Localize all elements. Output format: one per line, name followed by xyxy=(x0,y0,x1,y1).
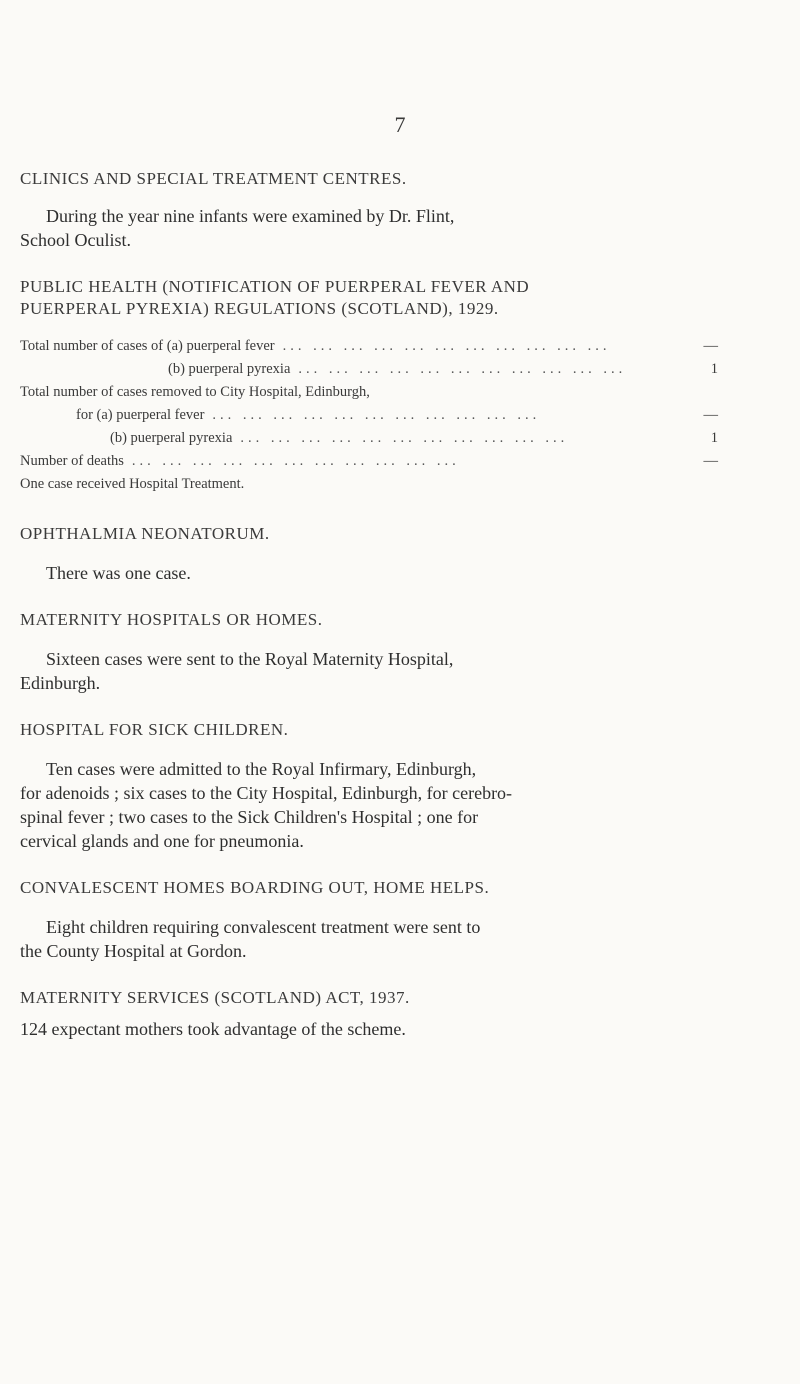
sick-children-body-line1: Ten cases were admitted to the Royal Infirmary, Edinburgh, xyxy=(46,759,477,779)
row-label: for (a) puerperal fever xyxy=(76,407,205,423)
table-row xyxy=(20,407,720,430)
table-row xyxy=(20,338,720,361)
clinics-body-line2: School Oculist. xyxy=(20,230,131,250)
convalescent-body-line1: Eight children requiring convalescent treatment were sent to xyxy=(46,917,481,937)
table-row xyxy=(20,361,720,384)
notification-table xyxy=(20,338,720,499)
row-label: (b) puerperal pyrexia xyxy=(110,430,233,446)
convalescent-heading: CONVALESCENT HOMES BOARDING OUT, HOME HELPS. xyxy=(20,878,490,897)
row-value: — xyxy=(703,407,718,423)
sick-children-body-line4: cervical glands and one for pneumonia. xyxy=(20,831,304,851)
table-row xyxy=(20,453,720,476)
table-row xyxy=(20,384,720,407)
row-value: — xyxy=(703,338,718,354)
row-value: 1 xyxy=(710,430,718,446)
row-value: — xyxy=(703,453,718,469)
table-row xyxy=(20,476,720,499)
maternity-services-heading: MATERNITY SERVICES (SCOTLAND) ACT, 1937. xyxy=(20,988,410,1007)
maternity-hospitals-body-line2: Edinburgh. xyxy=(20,673,101,693)
row-value: 1 xyxy=(710,361,718,377)
ophthalmia-heading: OPHTHALMIA NEONATORUM. xyxy=(20,524,270,543)
row-label: Number of deaths xyxy=(20,453,124,469)
row-label: Total number of cases of (a) puerperal fever xyxy=(20,338,275,354)
sick-children-body-line3: spinal fever ; two cases to the Sick Children's Hospital ; one for xyxy=(20,807,479,827)
public-health-heading-line2: PUERPERAL PYREXIA) REGULATIONS (SCOTLAND), 1929. xyxy=(20,299,499,318)
maternity-services-body: 124 expectant mothers took advantage of the scheme. xyxy=(20,1019,406,1039)
clinics-heading: CLINICS AND SPECIAL TREATMENT CENTRES. xyxy=(20,169,407,188)
clinics-body-line1: During the year nine infants were examined by Dr. Flint, xyxy=(46,206,455,226)
row-label: Total number of cases removed to City Hospital, Edinburgh, xyxy=(20,384,370,400)
page-content xyxy=(20,168,720,1041)
convalescent-body-line2: the County Hospital at Gordon. xyxy=(20,941,247,961)
row-label: (b) puerperal pyrexia xyxy=(168,361,291,377)
page-number: 7 xyxy=(394,112,406,137)
sick-children-heading: HOSPITAL FOR SICK CHILDREN. xyxy=(20,720,289,739)
row-label: One case received Hospital Treatment. xyxy=(20,476,245,492)
table-row xyxy=(20,430,720,453)
maternity-hospitals-body-line1: Sixteen cases were sent to the Royal Maternity Hospital, xyxy=(46,649,454,669)
ophthalmia-body: There was one case. xyxy=(46,563,191,583)
sick-children-body-line2: for adenoids ; six cases to the City Hospital, Edinburgh, for cerebro- xyxy=(20,783,513,803)
maternity-hospitals-heading: MATERNITY HOSPITALS OR HOMES. xyxy=(20,610,323,629)
public-health-heading-line1: PUBLIC HEALTH (NOTIFICATION OF PUERPERAL FEVER AND xyxy=(20,277,530,296)
